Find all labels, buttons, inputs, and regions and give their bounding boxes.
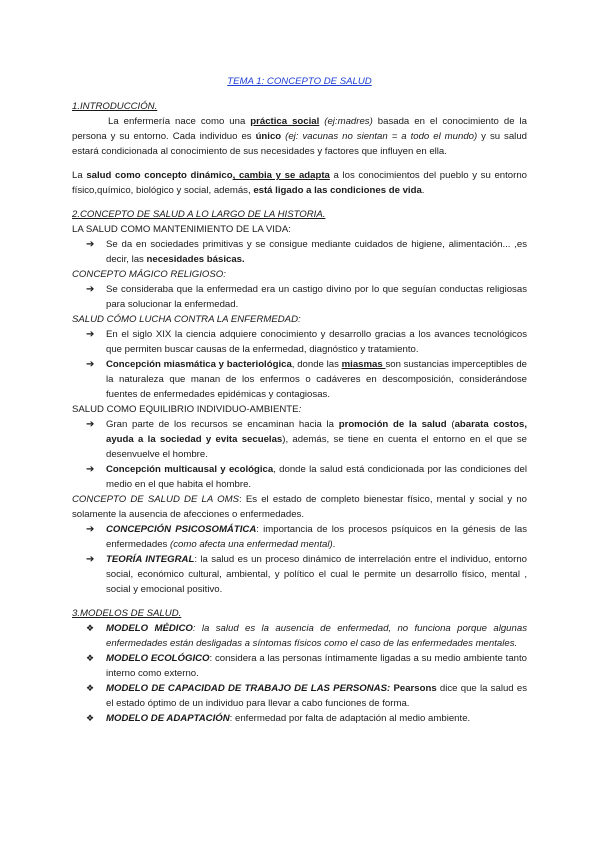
bullet-teoria-integral: ➔ TEORÍA INTEGRAL: la salud es un proceso dinámico de interrelación entre el individuo, entorno social, económico cultural, ambiental, y político el cual le permite un desarrollo físico, mental , social y emocional positivo. [86, 554, 527, 595]
model-capacidad-trabajo: ❖ MODELO DE CAPACIDAD DE TRABAJO DE LAS PERSONAS: Pearsons dice que la salud es el estado óptimo de un individuo para llevar a cabo funciones de forma. [86, 683, 527, 709]
bullet-multicausal: ➔ Concepción multicausal y ecológica, donde la salud está condicionada por las condiciones del medio en el que habita el hombre. [86, 464, 527, 490]
arrow-icon: ➔ [86, 464, 95, 475]
bullet-promocion: ➔ Gran parte de los recursos se encaminan hacia la promoción de la salud (abarata costos, ayuda a la sociedad y evita secuelas), además, se tiene en cuenta el entorno en el que se desenvuelve el hombre. [86, 419, 527, 460]
arrow-icon: ➔ [86, 239, 95, 250]
arrow-icon: ➔ [86, 329, 95, 340]
intro-paragraph-1: La enfermería nace como una práctica social (ej:madres) basada en el conocimiento de la persona y su entorno. Cada individuo es único (ej: vacunas no sientan = a todo el mundo) y su salud estará condicionada al conocimiento de sus necesidades y factores que influyen en ella. [72, 116, 527, 157]
arrow-icon: ➔ [86, 554, 95, 565]
arrow-icon: ➔ [86, 524, 95, 535]
diamond-icon: ❖ [86, 683, 95, 693]
section-2-heading: 2.CONCEPTO DE SALUD A LO LARGO DE LA HISTORIA. [72, 209, 326, 220]
arrow-icon: ➔ [86, 419, 95, 430]
section-1-heading: 1.INTRODUCCIÓN. [72, 101, 158, 112]
model-adaptacion: ❖ MODELO DE ADAPTACIÓN: enfermedad por falta de adaptación al medio ambiente. [86, 713, 471, 724]
subheading-lucha: SALUD CÓMO LUCHA CONTRA LA ENFERMEDAD: [72, 314, 301, 325]
bullet-castigo: ➔ Se consideraba que la enfermedad era un castigo divino por lo que seguían conductas religiosas para solucionar la enfermedad. [86, 284, 527, 310]
bullet-primitivas: ➔ Se da en sociedades primitivas y se consigue mediante cuidados de higiene, alimentación... ,es decir, las necesidades básicas. [86, 239, 527, 265]
section-3-heading: 3.MODELOS DE SALUD. [72, 608, 182, 619]
bullet-siglo-xix: ➔ En el siglo XIX la ciencia adquiere conocimiento y desarrollo gracias a los avances tecnológicos que permiten buscar causas de la enfermedad, diagnóstico y tratamiento. [86, 329, 527, 355]
subheading-mantenimiento: LA SALUD COMO MANTENIMIENTO DE LA VIDA: [72, 224, 291, 235]
model-ecologico: ❖ MODELO ECOLÓGICO: considera a las personas íntimamente ligadas a su medio ambiente tanto interno como externo. [86, 653, 527, 679]
model-medico: ❖ MODELO MÉDICO: la salud es la ausencia de enfermedad, no funciona porque algunas enfermedades están desligadas a síntomas físicos como el caso de las enfermedades mentales. [86, 623, 527, 649]
bullet-psicosomatica: ➔ CONCEPCIÓN PSICOSOMÁTICA: importancia de los procesos psíquicos en la génesis de las enfermedades (como afecta una enfermedad mental). [86, 524, 527, 550]
document-page [72, 74, 527, 726]
diamond-icon: ❖ [86, 713, 95, 723]
diamond-icon: ❖ [86, 653, 95, 663]
bullet-miasmatica: ➔ Concepción miasmática y bacteriológica, donde las miasmas son sustancias imperceptibles de la naturaleza que manan de los enfermos o cadáveres en descomposición, considerándose fuentes de enfermedades epidémicas y contagiosas. [86, 359, 527, 400]
subheading-equilibrio: SALUD COMO EQUILIBRIO INDIVIDUO-AMBIENTE: [72, 404, 302, 415]
oms-definition: CONCEPTO DE SALUD DE LA OMS: Es el estado de completo bienestar físico, mental y social y no solamente la ausencia de afecciones o enfermedades. [72, 494, 527, 520]
arrow-icon: ➔ [86, 284, 95, 295]
document-title: TEMA 1: CONCEPTO DE SALUD [227, 76, 372, 87]
intro-paragraph-2: La salud como concepto dinámico, cambia y se adapta a los conocimientos del pueblo y su entorno físico,químico, biológico y social, además, está ligado a las condiciones de vida. [72, 170, 527, 196]
diamond-icon: ❖ [86, 623, 95, 633]
subheading-magico: CONCEPTO MÁGICO RELIGIOSO: [72, 269, 226, 280]
arrow-icon: ➔ [86, 359, 95, 370]
